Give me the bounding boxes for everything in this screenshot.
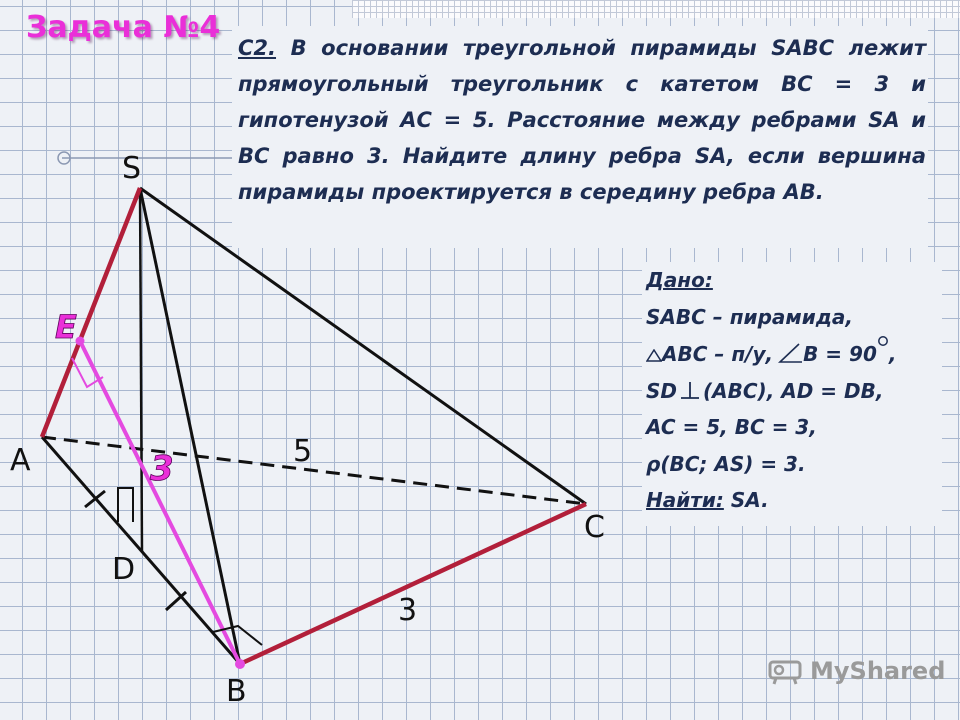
tick-mark-db xyxy=(166,592,186,610)
find-label: Найти: xyxy=(646,488,724,512)
edge-bc xyxy=(240,504,586,664)
given-header: Дано: xyxy=(646,268,713,292)
label-e: E xyxy=(55,308,77,346)
given-line-perpendicular: SD (ABC), AD = DB, xyxy=(646,378,884,403)
task-title: Задача №4 xyxy=(26,10,221,45)
given-line: ρ(BC; AS) = 3. xyxy=(646,451,806,476)
angle-icon xyxy=(777,342,803,364)
label-ac-length: 5 xyxy=(293,434,313,469)
problem-text: В основании треугольной пирамиды SABC лежит прямоугольный треугольник с катетом ВС = 3 и гипотенузой АС = 5. Расстояние между ребрами SA и ВС равно 3. Найдите длину ребра SA, если вершина пирамиды проектируется в середину ребра АВ. xyxy=(238,36,926,204)
perpendicular-icon xyxy=(679,380,701,400)
watermark xyxy=(768,656,945,686)
given-line-triangle: ABC – п/у, B = 90 , xyxy=(646,335,946,373)
given-line: SABC – пирамида, xyxy=(646,304,853,329)
given-line: AC = 5, BC = 3, xyxy=(646,415,817,439)
find-value: SA. xyxy=(730,488,769,512)
segment-eb xyxy=(80,341,240,664)
label-s: S xyxy=(122,151,142,186)
label-b: B xyxy=(226,674,247,709)
edge-sb xyxy=(140,188,240,664)
label-c: C xyxy=(584,510,605,545)
label-bc-length: 3 xyxy=(398,593,418,628)
problem-label: С2. xyxy=(238,36,277,60)
given-block xyxy=(646,262,946,519)
height-sd xyxy=(140,188,142,552)
label-d: D xyxy=(112,552,136,587)
triangle-icon xyxy=(646,349,662,362)
point-b-dot xyxy=(235,659,245,669)
find-line xyxy=(646,482,946,519)
projector-icon xyxy=(768,656,804,686)
label-distance: 3 xyxy=(150,449,174,489)
degree-icon xyxy=(877,335,889,353)
watermark-text: MyShared xyxy=(810,657,946,685)
right-angle-mark-d xyxy=(118,488,133,522)
right-angle-mark-e xyxy=(72,358,103,387)
label-a: A xyxy=(10,443,31,478)
